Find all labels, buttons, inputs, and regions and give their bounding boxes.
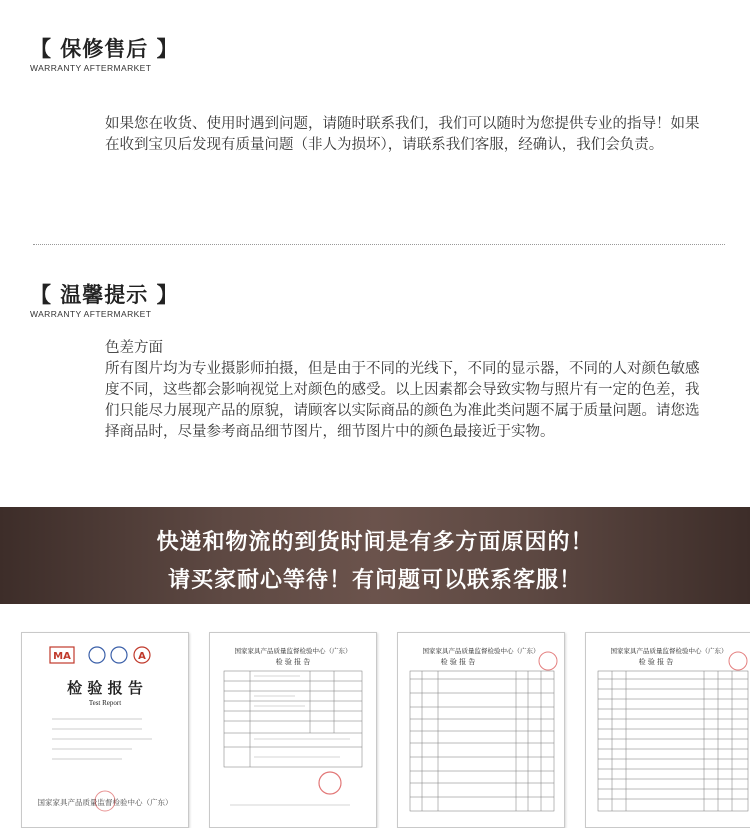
warranty-section-title [30,36,179,73]
warranty-subtitle: WARRANTY AFTERMARKET [30,63,152,73]
cover-subtitle: Test Report [88,699,122,707]
certificate-page-2 [397,632,565,828]
certificate-page-3 [585,632,750,828]
page3-header: 国家家具产品质量监督检验中心（广东） [610,647,728,655]
warranty-text: 如果您在收货、使用时遇到问题，请随时联系我们，我们可以随时为您提供专业的指导！如果在收到宝贝后发现有质量问题（非人为损坏），请联系我们客服，经确认，我们会负责。 [105,116,700,153]
section-divider [33,244,725,245]
page3-title: 检 验 报 告 [638,658,674,666]
page1-title: 检 验 报 告 [275,658,311,666]
page2-title: 检 验 报 告 [440,658,476,666]
tips-section-title [30,282,179,319]
certificate-page-1 [209,632,377,828]
tips-heading: 色差方面 [105,340,163,356]
certificate-cover [21,632,189,828]
cma-logo: MA [53,651,71,662]
page1-header: 国家家具产品质量监督检验中心（广东） [234,647,352,655]
warranty-title: 【 保修售后 】 [30,37,179,61]
tips-title: 【 温馨提示 】 [30,283,179,307]
shipping-banner [0,507,750,604]
tips-subtitle: WARRANTY AFTERMARKET [30,309,152,319]
cnas-logo: A [138,651,146,662]
cover-footer: 国家家具产品质量监督检验中心（广东） [37,798,173,807]
banner-line-2: 请买家耐心等待！有问题可以联系客服！ [167,568,582,593]
tips-text: 所有图片均为专业摄影师拍摄，但是由于不同的光线下，不同的显示器，不同的人对颜色敏感度不同，这些都会影响视觉上对颜色的感受。以上因素都会导致实物与照片有一定的色差，我们只能尽力展现产品的原貌，请顾客以实际商品的颜色为准此类问题不属于质量问题。请您选择商品时，尽量参考商品细节图片，细节图片中的颜色最接近于实物。 [105,361,700,440]
page2-header: 国家家具产品质量监督检验中心（广东） [422,647,540,655]
cover-title: 检 验 报 告 [67,679,143,697]
banner-line-1: 快递和物流的到货时间是有多方面原因的！ [156,530,594,555]
